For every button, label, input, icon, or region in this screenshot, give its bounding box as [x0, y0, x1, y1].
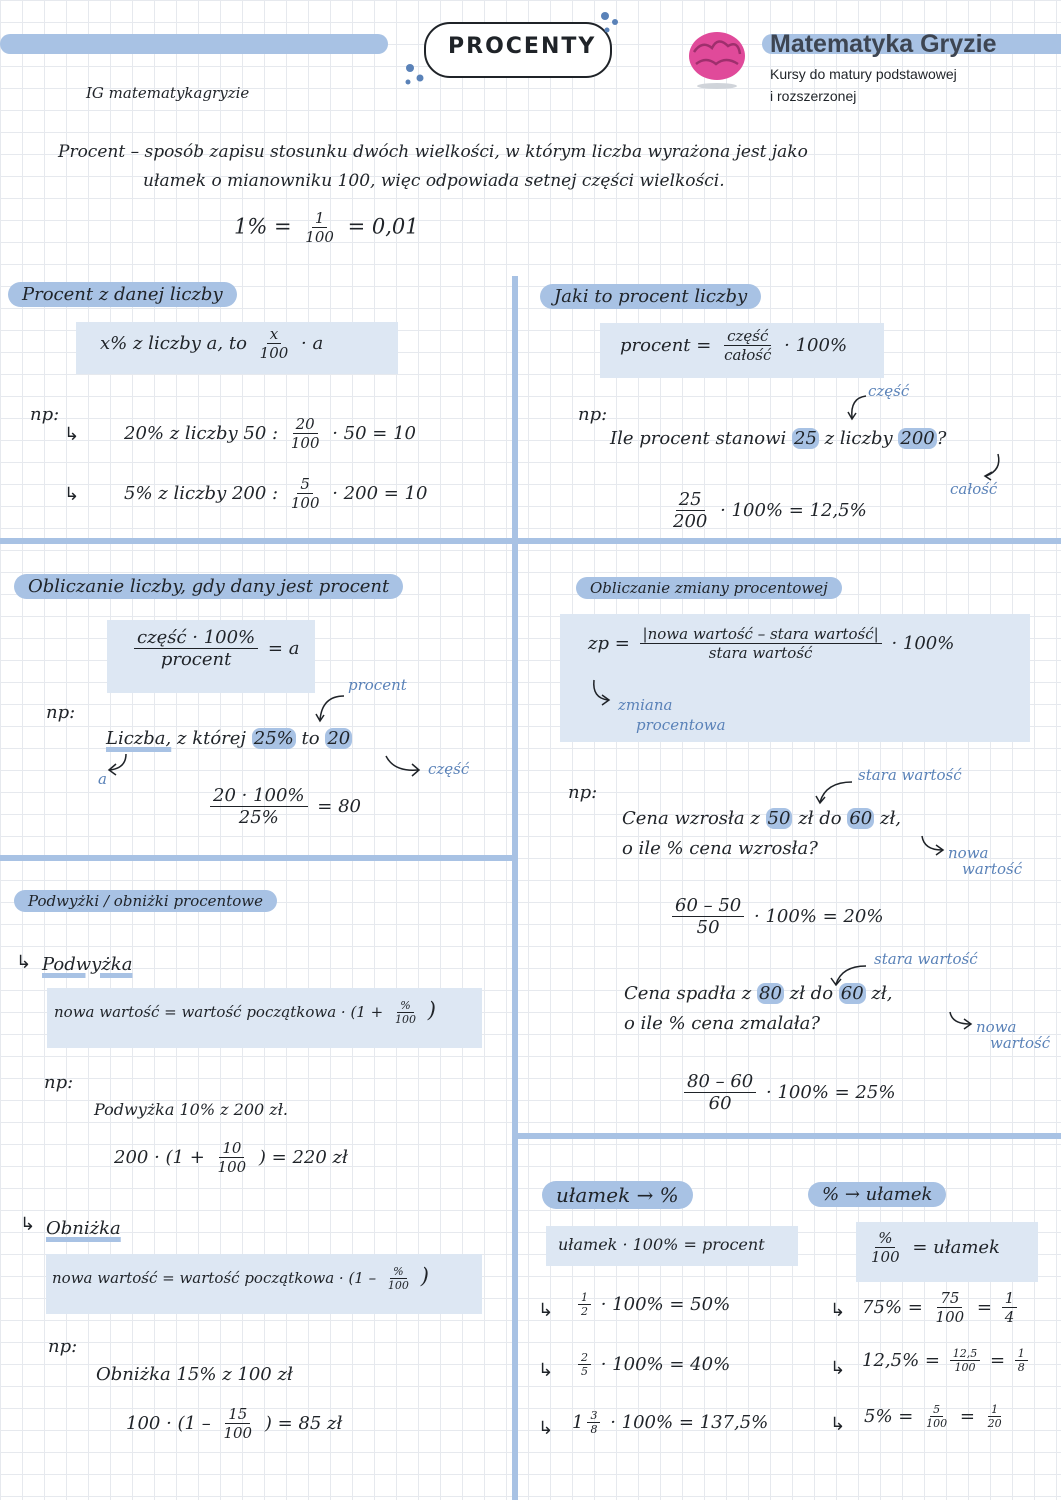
- divider-row-2-right: [512, 1133, 1061, 1139]
- s7-title: % → ułamek: [808, 1182, 946, 1207]
- s6-arrow-3: ↳: [538, 1418, 554, 1439]
- s4-note-procentowa: procentowa: [636, 716, 726, 734]
- s6-example-3: 1 $\frac{3}{8}$ · 100% = 137,5%: [572, 1409, 769, 1437]
- s3-formula: $\frac{\text{część · 100\%}}{\text{procent}}$ = a: [130, 628, 299, 670]
- s7-arrow-2: ↳: [830, 1358, 846, 1379]
- s4-example-1-line-2: o ile % cena wzrosła?: [622, 838, 818, 859]
- s5-example-1-calc: 200 · (1 + $\frac{10}{100}$ ) = 220 zł: [114, 1139, 348, 1176]
- s5-np-1: np:: [44, 1072, 74, 1093]
- s3-note-procent: procent: [348, 676, 407, 694]
- brand-subtitle-2: i rozszerzonej: [770, 88, 857, 104]
- divider-vertical: [512, 276, 518, 1500]
- s4-note-nowa-2a: nowa: [976, 1018, 1017, 1036]
- brand-subtitle-1: Kursy do matury podstawowej: [770, 66, 957, 82]
- s7-arrow-1: ↳: [830, 1300, 846, 1321]
- s2-note-czesc: część: [868, 382, 910, 400]
- s4-note-stara-1: stara wartość: [858, 766, 962, 784]
- s4-title: Obliczanie zmiany procentowej: [576, 577, 842, 599]
- s2-np: np:: [578, 404, 608, 425]
- s4-result-2: $\frac{80 - 60}{60}$ · 100% = 25%: [680, 1072, 895, 1114]
- s4-example-2-line-2: o ile % cena zmalała?: [624, 1013, 821, 1034]
- s1-example-2: 5% z liczby 200 : $\frac{5}{100}$ · 200 = 10: [124, 475, 428, 512]
- s4-arrow-nowa-2-icon: [946, 1010, 976, 1032]
- s6-formula: ułamek · 100% = procent: [558, 1235, 765, 1254]
- s4-arrow-stara-1-icon: [812, 778, 854, 806]
- s5-arrow-2: ↳: [20, 1214, 36, 1235]
- s3-arrow-procent-icon: [312, 690, 348, 724]
- s5-formula-2: nowa wartość = wartość początkowa · (1 – $\frac{\%}{100}$ ): [52, 1264, 429, 1292]
- ig-handle: IG matematykagryzie: [86, 84, 250, 102]
- s6-arrow-1: ↳: [538, 1300, 554, 1321]
- intro-line-2: ułamek o mianowniku 100, więc odpowiada setnej części wielkości.: [143, 171, 725, 191]
- s2-formula: procent = $\frac{\text{część}}{\text{całość}}$ · 100%: [620, 327, 848, 364]
- s7-arrow-3: ↳: [830, 1414, 846, 1435]
- s3-result: $\frac{20 \cdot 100\%}{25\%}$ = 80: [206, 786, 361, 828]
- s3-note-a: a: [98, 770, 107, 788]
- s3-arrow-czesc-icon: [384, 752, 424, 778]
- s6-example-2: $\frac{2}{5}$ · 100% = 40%: [574, 1352, 730, 1378]
- s2-note-calosc: całość: [950, 480, 998, 498]
- divider-row-1: [0, 538, 1061, 544]
- s4-example-2: Cena spadła z 80 zł do 60 zł,: [624, 983, 893, 1004]
- s2-result: $\frac{25}{200}$ · 100% = 12,5%: [673, 489, 867, 532]
- s3-arrow-a-icon: [104, 752, 132, 778]
- s5-example-2-text: Obniżka 15% z 100 zł: [96, 1364, 293, 1385]
- s5-example-2-calc: 100 · (1 – $\frac{15}{100}$ ) = 85 zł: [126, 1405, 343, 1442]
- divider-row-2-left: [0, 855, 512, 861]
- page-title: PROCENTY: [448, 34, 597, 59]
- s5-example-1-text: Podwyżka 10% z 200 zł.: [94, 1100, 288, 1119]
- s4-note-nowa-1b: wartość: [962, 860, 1023, 878]
- s3-np: np:: [46, 702, 76, 723]
- s1-np: np:: [30, 404, 60, 425]
- s5-np-2: np:: [48, 1336, 78, 1357]
- s4-result-1: $\frac{60 - 50}{50}$ · 100% = 20%: [668, 896, 883, 938]
- s5-subtitle-podwyzka: Podwyżka: [42, 954, 133, 975]
- s6-title: ułamek → %: [542, 1181, 693, 1209]
- header-bar-left: [0, 34, 388, 54]
- s2-arrow-czesc-icon: [842, 392, 872, 422]
- s4-note-nowa-2b: wartość: [990, 1034, 1051, 1052]
- s3-note-czesc: część: [428, 760, 470, 778]
- intro-formula: 1% = $\frac{1}{100}$ = 0,01: [234, 209, 419, 246]
- s1-title: Procent z danej liczby: [8, 282, 237, 307]
- s6-example-1: $\frac{1}{2}$ · 100% = 50%: [574, 1292, 730, 1318]
- s5-formula-1: nowa wartość = wartość początkowa · (1 + $\frac{\%}{100}$ ): [54, 998, 436, 1026]
- s4-note-nowa-1a: nowa: [948, 844, 989, 862]
- s1-arrow-2: ↳: [64, 484, 80, 505]
- s5-arrow-1: ↳: [16, 952, 32, 973]
- s4-note-zmiana: zmiana: [618, 696, 673, 714]
- s1-arrow-1: ↳: [64, 424, 80, 445]
- cloud-dots-icon: [597, 8, 623, 34]
- s7-formula: $\frac{\%}{100}$ = ułamek: [871, 1229, 1000, 1266]
- intro-line-1: Procent – sposób zapisu stosunku dwóch wielkości, w którym liczba wyrażona jest jako: [58, 142, 808, 162]
- s2-question: Ile procent stanowi 25 z liczby 200 ?: [610, 428, 947, 449]
- s6-arrow-2: ↳: [538, 1360, 554, 1381]
- s1-formula: x% z liczby a, to $\frac{x}{100}$ · a: [100, 325, 324, 362]
- s5-subtitle-obnizka: Obniżka: [46, 1218, 121, 1239]
- cloud-dots-icon-left: [400, 60, 430, 90]
- s4-np: np:: [568, 782, 598, 803]
- s7-example-2: 12,5% = $\frac{12,5}{100}$ = $\frac{1}{8}$: [862, 1348, 1032, 1374]
- s3-example: Liczba, z której 25% to 20: [106, 728, 351, 749]
- s2-arrow-calosc-icon: [978, 452, 1008, 482]
- s4-example-1: Cena wzrosła z 50 zł do 60 zł,: [622, 808, 902, 829]
- s4-arrow-zmiana-icon: [590, 678, 614, 708]
- s7-example-3: 5% = $\frac{5}{100}$ = $\frac{1}{20}$: [864, 1403, 1002, 1431]
- s4-arrow-nowa-1-icon: [918, 834, 948, 858]
- s4-formula: zp = $\frac{\text{|nowa wartość – stara wartość|}}{\text{stara wartość}}$ · 100%: [588, 625, 955, 662]
- s1-example-1: 20% z liczby 50 : $\frac{20}{100}$ · 50 = 10: [124, 415, 417, 452]
- s3-title: Obliczanie liczby, gdy dany jest procent: [14, 574, 403, 599]
- s5-title: Podwyżki / obniżki procentowe: [14, 890, 277, 912]
- brand-name: Matematyka Gryzie: [770, 30, 997, 58]
- s4-note-stara-2: stara wartość: [874, 950, 978, 968]
- brain-logo-icon: [682, 22, 752, 92]
- s2-title: Jaki to procent liczby: [540, 284, 761, 309]
- s7-example-1: 75% = $\frac{75}{100}$ = $\frac{1}{4}$: [862, 1290, 1021, 1326]
